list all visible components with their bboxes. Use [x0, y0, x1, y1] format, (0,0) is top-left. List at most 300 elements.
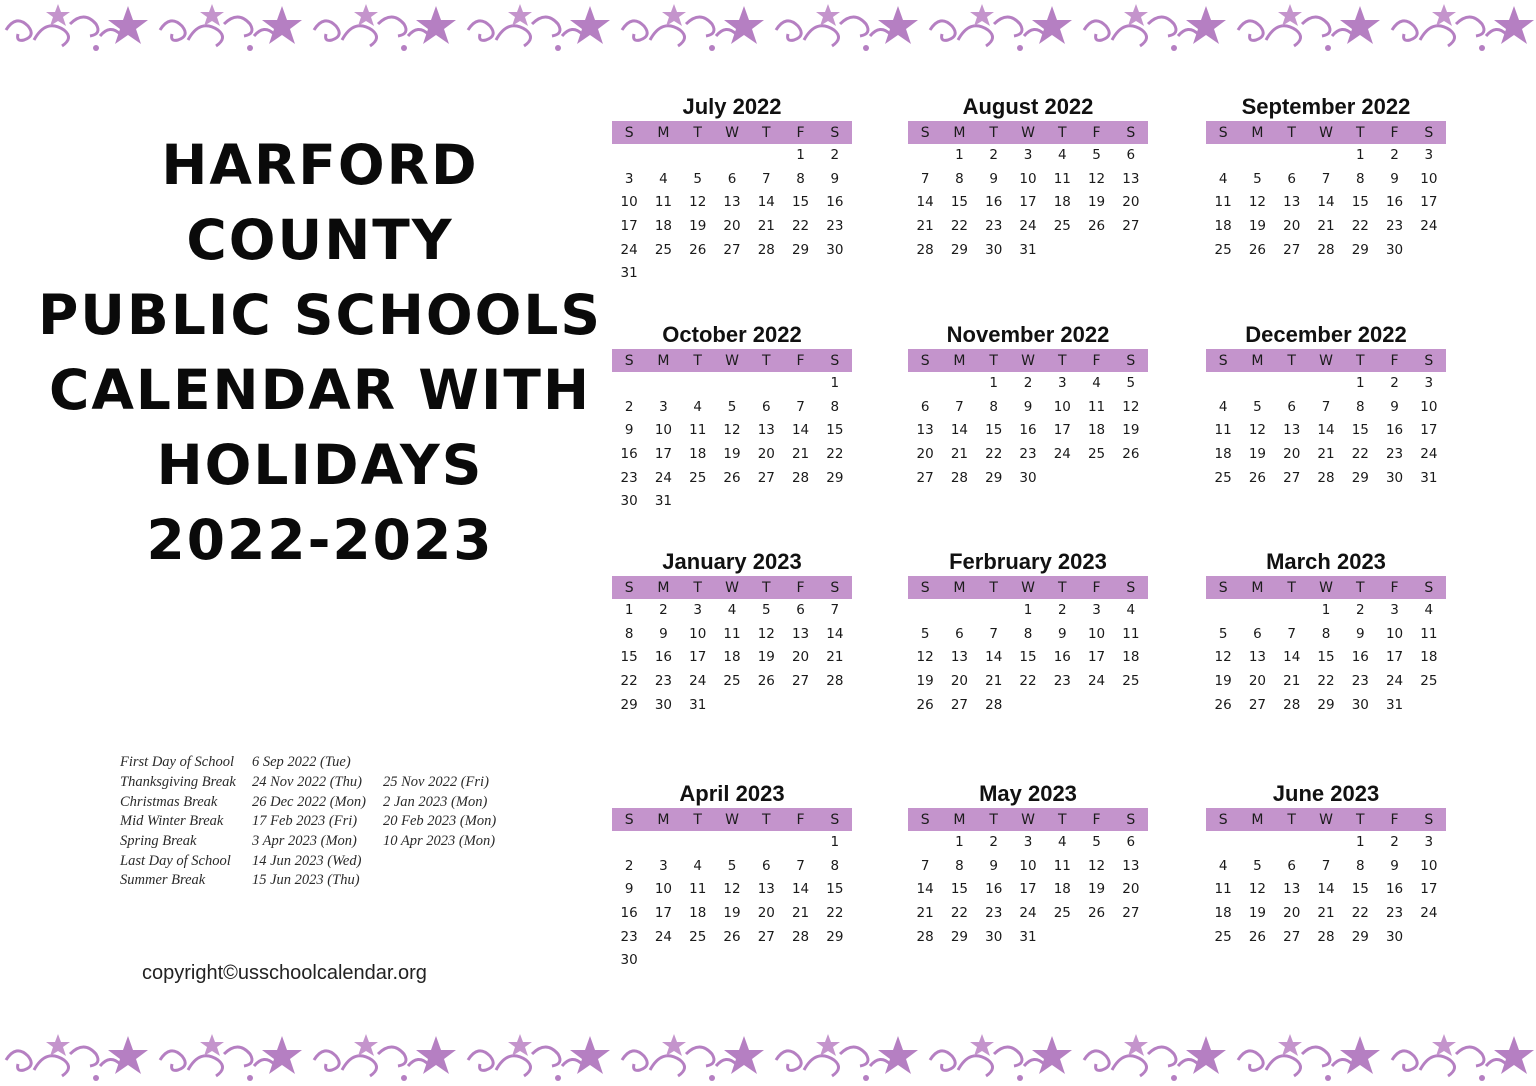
- day-cell: 19: [1087, 194, 1106, 211]
- day-blank: [977, 599, 1011, 623]
- day-grid: [1206, 372, 1446, 490]
- day-cell: 11: [1053, 170, 1071, 187]
- day-cell: 29: [791, 241, 810, 258]
- day-cell: 18: [1214, 218, 1232, 235]
- day-cell: 2: [1057, 602, 1067, 618]
- day-cell: 11: [654, 194, 673, 211]
- day-grid: [612, 831, 852, 973]
- weekday-label: T: [1058, 811, 1067, 828]
- day-blank: [681, 831, 715, 855]
- weekday-label: W: [1319, 811, 1333, 828]
- day-cell: 14: [1317, 422, 1335, 439]
- day-cell: 10: [1420, 170, 1438, 187]
- holiday-start: 6 Sep 2022 (Tue): [252, 754, 351, 771]
- day-cell: 10: [1019, 170, 1037, 187]
- day-cell: 22: [620, 673, 638, 690]
- day-cell: 6: [1126, 834, 1136, 850]
- holiday-name: Spring Break: [120, 833, 197, 850]
- day-cell: 18: [1087, 422, 1106, 439]
- day-cell: 18: [689, 446, 707, 463]
- day-cell: 23: [985, 905, 1003, 922]
- day-cell: 20: [916, 446, 934, 463]
- weekday-label: S: [624, 352, 634, 369]
- day-blank: [612, 372, 646, 396]
- day-cell: 7: [1321, 170, 1331, 187]
- day-cell: 31: [1019, 241, 1037, 258]
- day-cell: 4: [1218, 170, 1228, 187]
- day-cell: 31: [1420, 469, 1438, 486]
- weekday-label: F: [1390, 124, 1399, 141]
- day-cell: 15: [1351, 422, 1369, 439]
- day-cell: 14: [1283, 649, 1301, 666]
- weekday-header: [1206, 808, 1446, 831]
- weekday-label: T: [693, 579, 702, 596]
- day-blank: [908, 372, 942, 396]
- day-cell: 13: [723, 194, 741, 211]
- day-cell: 29: [1317, 696, 1335, 713]
- day-cell: 6: [796, 602, 805, 618]
- day-blank: [681, 144, 715, 168]
- day-cell: 7: [920, 857, 930, 874]
- day-cell: 1: [1355, 834, 1365, 850]
- day-cell: 7: [955, 398, 964, 415]
- day-cell: 18: [1122, 649, 1140, 666]
- day-cell: 8: [1355, 398, 1365, 415]
- day-blank: [908, 144, 942, 168]
- weekday-label: M: [1251, 811, 1264, 828]
- weekday-label: T: [1356, 579, 1365, 596]
- day-blank: [1275, 372, 1309, 396]
- weekday-label: S: [1126, 352, 1136, 369]
- weekday-label: T: [989, 579, 998, 596]
- day-cell: 15: [826, 422, 844, 439]
- day-cell: 31: [1019, 928, 1037, 945]
- day-cell: 27: [723, 241, 741, 258]
- day-cell: 25: [654, 241, 673, 258]
- day-blank: [1206, 599, 1240, 623]
- weekday-label: S: [830, 579, 840, 596]
- weekday-label: S: [830, 352, 840, 369]
- weekday-label: M: [953, 811, 966, 828]
- day-cell: 29: [950, 928, 969, 945]
- day-cell: 1: [624, 602, 634, 618]
- day-cell: 20: [1283, 905, 1301, 922]
- day-cell: 8: [1355, 170, 1365, 187]
- day-cell: 27: [791, 673, 810, 690]
- day-cell: 22: [985, 446, 1003, 463]
- day-cell: 24: [654, 928, 673, 945]
- day-cell: 14: [826, 625, 844, 642]
- day-cell: 5: [693, 170, 702, 187]
- day-cell: 14: [791, 881, 810, 898]
- day-cell: 25: [1087, 446, 1106, 463]
- weekday-label: S: [624, 579, 634, 596]
- day-cell: 4: [1126, 602, 1136, 618]
- day-cell: 12: [723, 881, 741, 898]
- day-cell: 6: [955, 625, 964, 642]
- weekday-label: M: [657, 352, 670, 369]
- day-cell: 14: [950, 422, 969, 439]
- weekday-header: [908, 808, 1148, 831]
- day-cell: 1: [989, 375, 998, 391]
- weekday-label: S: [830, 124, 840, 141]
- day-cell: 14: [1317, 881, 1335, 898]
- weekday-label: F: [796, 352, 805, 369]
- day-cell: 16: [620, 446, 638, 463]
- day-cell: 9: [1023, 398, 1033, 415]
- title-line: HARFORD COUNTY: [161, 133, 479, 272]
- day-cell: 4: [693, 398, 702, 415]
- day-cell: 20: [1283, 446, 1301, 463]
- weekday-label: F: [1092, 579, 1101, 596]
- day-blank: [908, 831, 942, 855]
- day-cell: 3: [1424, 834, 1434, 850]
- day-cell: 26: [1214, 696, 1232, 713]
- day-blank: [942, 372, 976, 396]
- day-cell: 12: [916, 649, 934, 666]
- day-cell: 9: [1355, 625, 1365, 642]
- holiday-row: [120, 871, 496, 891]
- day-cell: 23: [1385, 446, 1404, 463]
- day-grid: [612, 599, 852, 717]
- day-cell: 28: [791, 928, 810, 945]
- day-cell: 22: [1351, 905, 1369, 922]
- month-calendar: [612, 93, 852, 286]
- day-cell: 22: [950, 905, 969, 922]
- day-cell: 26: [916, 696, 934, 713]
- weekday-label: S: [1218, 579, 1228, 596]
- holiday-start: 3 Apr 2023 (Mon): [252, 833, 357, 850]
- ornament-pattern-bottom: [0, 1030, 1536, 1086]
- day-cell: 9: [989, 170, 998, 187]
- day-cell: 3: [659, 857, 668, 874]
- day-cell: 3: [693, 602, 702, 618]
- holiday-end: 25 Nov 2022 (Fri): [383, 774, 489, 791]
- holiday-row: [120, 773, 496, 793]
- weekday-label: S: [920, 811, 930, 828]
- day-cell: 10: [654, 881, 673, 898]
- day-blank: [1309, 831, 1343, 855]
- day-cell: 4: [1218, 857, 1228, 874]
- month-calendar: [1206, 780, 1446, 949]
- day-cell: 20: [723, 218, 741, 235]
- weekday-label: W: [725, 124, 739, 141]
- day-cell: 27: [1122, 218, 1140, 235]
- day-cell: 8: [955, 170, 964, 187]
- weekday-label: T: [1058, 124, 1067, 141]
- day-cell: 8: [989, 398, 998, 415]
- holiday-row: [120, 832, 496, 852]
- day-blank: [1240, 144, 1274, 168]
- day-cell: 4: [1424, 602, 1434, 618]
- day-cell: 12: [1248, 422, 1267, 439]
- day-cell: 23: [1019, 446, 1037, 463]
- weekday-label: W: [1021, 124, 1035, 141]
- weekday-label: F: [1390, 811, 1399, 828]
- day-blank: [749, 831, 783, 855]
- day-cell: 23: [620, 469, 638, 486]
- day-blank: [715, 372, 749, 396]
- page-title: [30, 128, 610, 578]
- weekday-label: M: [953, 579, 966, 596]
- day-cell: 25: [1122, 673, 1140, 690]
- day-cell: 10: [1053, 398, 1071, 415]
- day-grid: [612, 144, 852, 286]
- day-cell: 29: [620, 696, 638, 713]
- day-cell: 5: [727, 857, 737, 874]
- title-line: PUBLIC SCHOOLS: [37, 283, 603, 347]
- weekday-header: [908, 121, 1148, 144]
- day-cell: 2: [624, 398, 634, 415]
- day-cell: 24: [1420, 218, 1438, 235]
- day-cell: 16: [985, 881, 1003, 898]
- day-cell: 1: [1023, 602, 1033, 618]
- month-title: January 2023: [662, 549, 802, 574]
- day-cell: 19: [1248, 905, 1267, 922]
- day-cell: 10: [689, 625, 707, 642]
- weekday-label: W: [1021, 352, 1035, 369]
- day-cell: 16: [1385, 194, 1404, 211]
- day-cell: 7: [1321, 398, 1331, 415]
- day-cell: 23: [1385, 218, 1404, 235]
- day-cell: 6: [1287, 398, 1296, 415]
- day-cell: 10: [1420, 857, 1438, 874]
- day-cell: 20: [1122, 194, 1140, 211]
- day-cell: 8: [796, 170, 805, 187]
- day-cell: 16: [826, 194, 844, 211]
- weekday-label: W: [1021, 811, 1035, 828]
- day-cell: 19: [723, 905, 741, 922]
- day-cell: 26: [1122, 446, 1140, 463]
- day-cell: 7: [830, 602, 840, 618]
- holiday-start: 15 Jun 2023 (Thu): [252, 872, 360, 889]
- day-cell: 10: [1019, 857, 1037, 874]
- day-cell: 28: [916, 241, 934, 258]
- day-cell: 25: [1214, 241, 1232, 258]
- day-cell: 5: [1218, 625, 1228, 642]
- weekday-label: S: [624, 124, 634, 141]
- day-cell: 21: [1317, 218, 1335, 235]
- day-cell: 11: [1214, 881, 1232, 898]
- day-cell: 13: [1122, 857, 1140, 874]
- day-cell: 19: [1122, 422, 1140, 439]
- weekday-header: [612, 808, 852, 831]
- day-cell: 17: [1420, 881, 1438, 898]
- weekday-header: [1206, 576, 1446, 599]
- weekday-label: T: [989, 811, 998, 828]
- weekday-label: S: [1126, 124, 1136, 141]
- day-cell: 3: [659, 398, 668, 415]
- day-cell: 16: [1351, 649, 1369, 666]
- day-cell: 12: [757, 625, 775, 642]
- day-cell: 13: [791, 625, 810, 642]
- day-cell: 17: [1019, 194, 1037, 211]
- day-cell: 2: [659, 602, 668, 618]
- day-blank: [783, 831, 817, 855]
- day-cell: 21: [757, 218, 775, 235]
- weekday-label: F: [796, 579, 805, 596]
- day-cell: 12: [1214, 649, 1232, 666]
- day-cell: 24: [1019, 905, 1037, 922]
- day-cell: 21: [1317, 446, 1335, 463]
- day-cell: 7: [1287, 625, 1296, 642]
- decorative-border-top: [0, 0, 1536, 56]
- day-cell: 12: [1122, 398, 1140, 415]
- day-blank: [1206, 372, 1240, 396]
- copyright-text: copyright©usschoolcalendar.org: [142, 962, 427, 984]
- month-title: May 2023: [979, 781, 1077, 806]
- weekday-label: S: [920, 579, 930, 596]
- day-cell: 24: [1385, 673, 1404, 690]
- weekday-label: M: [953, 352, 966, 369]
- day-cell: 17: [1087, 649, 1106, 666]
- day-cell: 5: [1253, 857, 1262, 874]
- weekday-label: T: [1287, 579, 1296, 596]
- day-cell: 21: [791, 446, 810, 463]
- day-cell: 18: [654, 218, 673, 235]
- day-cell: 22: [1317, 673, 1335, 690]
- day-cell: 28: [1317, 928, 1335, 945]
- day-cell: 4: [1057, 147, 1067, 163]
- day-grid: [908, 831, 1148, 949]
- day-cell: 15: [1317, 649, 1335, 666]
- weekday-label: T: [989, 124, 998, 141]
- day-cell: 11: [1122, 625, 1140, 642]
- day-cell: 23: [620, 928, 638, 945]
- day-cell: 17: [1420, 422, 1438, 439]
- day-cell: 2: [989, 147, 998, 163]
- day-cell: 17: [689, 649, 707, 666]
- day-blank: [1309, 144, 1343, 168]
- day-cell: 14: [985, 649, 1003, 666]
- weekday-label: W: [1319, 124, 1333, 141]
- day-cell: 27: [1283, 928, 1301, 945]
- day-cell: 11: [689, 422, 707, 439]
- day-cell: 7: [1321, 857, 1331, 874]
- weekday-header: [612, 121, 852, 144]
- day-cell: 26: [1248, 928, 1267, 945]
- holiday-end: [383, 871, 496, 891]
- day-cell: 19: [916, 673, 934, 690]
- day-cell: 1: [955, 834, 964, 850]
- day-cell: 15: [950, 881, 969, 898]
- month-calendar: [908, 321, 1148, 490]
- day-cell: 3: [1057, 375, 1067, 391]
- day-cell: 21: [950, 446, 969, 463]
- day-cell: 6: [1126, 147, 1136, 163]
- day-cell: 2: [1390, 834, 1399, 850]
- day-cell: 24: [1087, 673, 1106, 690]
- weekday-label: S: [920, 352, 930, 369]
- holiday-start: 17 Feb 2023 (Fri): [252, 813, 358, 830]
- day-cell: 2: [1390, 147, 1399, 163]
- day-cell: 30: [620, 952, 638, 969]
- day-cell: 6: [727, 170, 737, 187]
- weekday-label: F: [1390, 579, 1399, 596]
- day-cell: 19: [757, 649, 775, 666]
- day-cell: 16: [1019, 422, 1037, 439]
- day-cell: 26: [1248, 469, 1267, 486]
- day-cell: 3: [1424, 147, 1434, 163]
- holiday-end: [383, 753, 496, 773]
- holiday-row: [120, 753, 496, 773]
- day-cell: 16: [1053, 649, 1071, 666]
- day-cell: 9: [659, 625, 668, 642]
- month-calendar: [1206, 548, 1446, 717]
- month-title: August 2022: [962, 94, 1094, 119]
- day-cell: 27: [1283, 241, 1301, 258]
- day-cell: 9: [1057, 625, 1067, 642]
- holiday-list: [120, 753, 496, 891]
- month-title: December 2022: [1245, 322, 1407, 347]
- day-cell: 10: [1087, 625, 1106, 642]
- day-cell: 5: [920, 625, 930, 642]
- day-blank: [715, 831, 749, 855]
- holiday-row: [120, 792, 496, 812]
- day-cell: 3: [1023, 834, 1033, 850]
- weekday-label: F: [1390, 352, 1399, 369]
- day-cell: 9: [1390, 398, 1399, 415]
- weekday-label: S: [1218, 811, 1228, 828]
- day-cell: 9: [830, 170, 840, 187]
- day-cell: 24: [1053, 446, 1071, 463]
- day-cell: 14: [916, 194, 934, 211]
- day-cell: 29: [950, 241, 969, 258]
- day-cell: 1: [1355, 375, 1365, 391]
- day-cell: 20: [791, 649, 810, 666]
- weekday-label: T: [989, 352, 998, 369]
- day-cell: 11: [1420, 625, 1438, 642]
- day-cell: 15: [1351, 881, 1369, 898]
- day-blank: [1206, 144, 1240, 168]
- day-cell: 3: [1390, 602, 1399, 618]
- day-cell: 8: [830, 857, 840, 874]
- month-calendar: [612, 780, 852, 973]
- weekday-label: S: [1218, 352, 1228, 369]
- day-grid: [1206, 599, 1446, 717]
- day-cell: 12: [689, 194, 707, 211]
- day-cell: 23: [1351, 673, 1369, 690]
- day-cell: 4: [693, 857, 702, 874]
- day-cell: 2: [1023, 375, 1033, 391]
- day-cell: 22: [826, 905, 844, 922]
- weekday-label: M: [953, 124, 966, 141]
- weekday-header: [1206, 349, 1446, 372]
- day-cell: 14: [916, 881, 934, 898]
- day-cell: 25: [689, 469, 707, 486]
- weekday-label: T: [762, 352, 771, 369]
- day-cell: 6: [761, 857, 771, 874]
- day-cell: 27: [757, 928, 775, 945]
- day-cell: 30: [620, 493, 638, 510]
- day-cell: 24: [1019, 218, 1037, 235]
- day-cell: 19: [1214, 673, 1232, 690]
- day-cell: 29: [985, 469, 1003, 486]
- day-cell: 26: [689, 241, 707, 258]
- day-cell: 9: [1390, 857, 1399, 874]
- day-cell: 28: [791, 469, 810, 486]
- day-blank: [612, 831, 646, 855]
- day-cell: 15: [1351, 194, 1369, 211]
- day-cell: 8: [830, 398, 840, 415]
- day-blank: [1309, 372, 1343, 396]
- day-cell: 18: [723, 649, 741, 666]
- day-cell: 30: [985, 928, 1003, 945]
- day-cell: 12: [723, 422, 741, 439]
- weekday-label: F: [796, 811, 805, 828]
- day-blank: [646, 372, 680, 396]
- day-cell: 18: [1214, 446, 1232, 463]
